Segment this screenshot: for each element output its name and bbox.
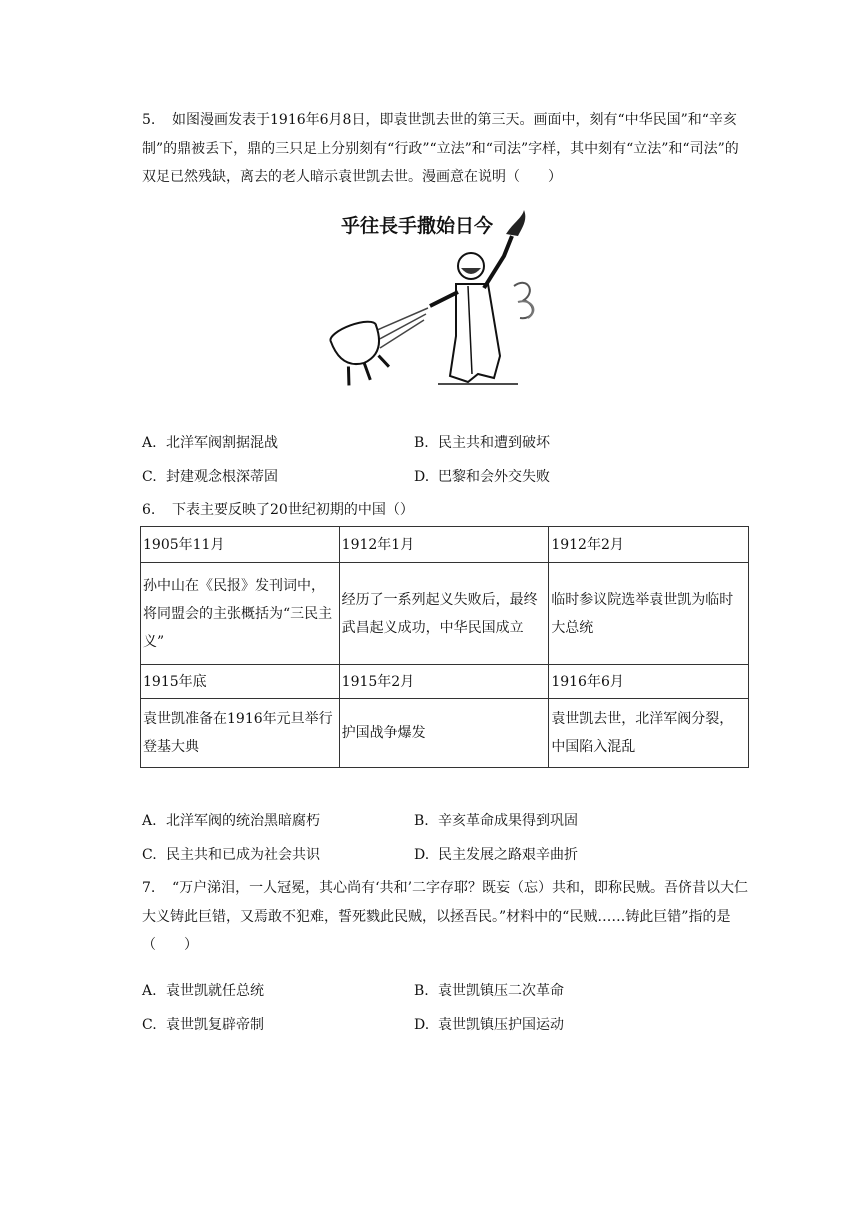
- question-7-stem: [142, 874, 750, 960]
- question-7-number: 7.: [142, 880, 156, 896]
- table-cell: 1915年底: [141, 665, 340, 699]
- option-a[interactable]: A. 袁世凯就任总统: [142, 983, 264, 999]
- table-row: [141, 699, 749, 768]
- table-row: [141, 563, 749, 665]
- cartoon-image: [318, 206, 544, 394]
- table-cell: 1912年1月: [339, 527, 549, 563]
- table-cell: 袁世凯准备在1916年元旦举行登基大典: [141, 699, 340, 768]
- option-d[interactable]: D. 巴黎和会外交失败: [414, 469, 550, 485]
- question-5-number: 5.: [142, 112, 156, 128]
- question-6-text: 下表主要反映了20世纪初期的中国（）: [172, 502, 414, 518]
- option-c[interactable]: C. 民主共和已成为社会共识: [142, 847, 320, 863]
- cartoon-caption: 乎往長手撒始日今: [322, 215, 494, 237]
- table-cell: 经历了一系列起义失败后，最终武昌起义成功，中华民国成立: [339, 563, 549, 665]
- table-cell: 1912年2月: [549, 527, 749, 563]
- option-b[interactable]: B. 袁世凯镇压二次革命: [414, 983, 564, 999]
- option-b[interactable]: B. 民主共和遭到破坏: [414, 435, 550, 451]
- table-cell: 临时参议院选举袁世凯为临时大总统: [549, 563, 749, 665]
- option-c[interactable]: C. 袁世凯复辟帝制: [142, 1017, 264, 1033]
- table-cell: 袁世凯去世，北洋军阀分裂，中国陷入混乱: [549, 699, 749, 768]
- history-table: [140, 526, 749, 768]
- table-cell: 1915年2月: [339, 665, 549, 699]
- question-6-stem: [142, 496, 750, 525]
- question-5-stem: [142, 106, 750, 192]
- table-cell: 1905年11月: [141, 527, 340, 563]
- option-c[interactable]: C. 封建观念根深蒂固: [142, 469, 278, 485]
- question-5-text: 如图漫画发表于1916年6月8日，即袁世凯去世的第三天。画面中，刻有“中华民国”和“辛亥制”的鼎被丢下，鼎的三只足上分别刻有“行政”“立法”和“司法”字样，其中刻有“立法”和“司法”的双足已然残缺，离去的老人暗示袁世凯去世。漫画意在说明（ ）: [142, 112, 739, 185]
- option-a[interactable]: A. 北洋军阀割据混战: [142, 435, 278, 451]
- question-6-number: 6.: [142, 502, 156, 518]
- table-row: [141, 527, 749, 563]
- option-a[interactable]: A. 北洋军阀的统治黑暗腐朽: [142, 813, 320, 829]
- option-b[interactable]: B. 辛亥革命成果得到巩固: [414, 813, 578, 829]
- table-cell: 护国战争爆发: [339, 699, 549, 768]
- option-d[interactable]: D. 袁世凯镇压护国运动: [414, 1017, 564, 1033]
- option-d[interactable]: D. 民主发展之路艰辛曲折: [414, 847, 578, 863]
- table-cell: 1916年6月: [549, 665, 749, 699]
- table-row: [141, 665, 749, 699]
- table-cell: 孙中山在《民报》发刊词中，将同盟会的主张概括为“三民主义”: [141, 563, 340, 665]
- question-7-text: “万户涕泪，一人冠冕，其心尚有‘共和’二字存耶？既妄（忘）共和，即称民贼。吾侪昔以大仁大义铸此巨错，又焉敢不犯难，誓死戮此民贼，以拯吾民。”材料中的“民贼……铸此巨错”指的是（ ）: [142, 880, 749, 953]
